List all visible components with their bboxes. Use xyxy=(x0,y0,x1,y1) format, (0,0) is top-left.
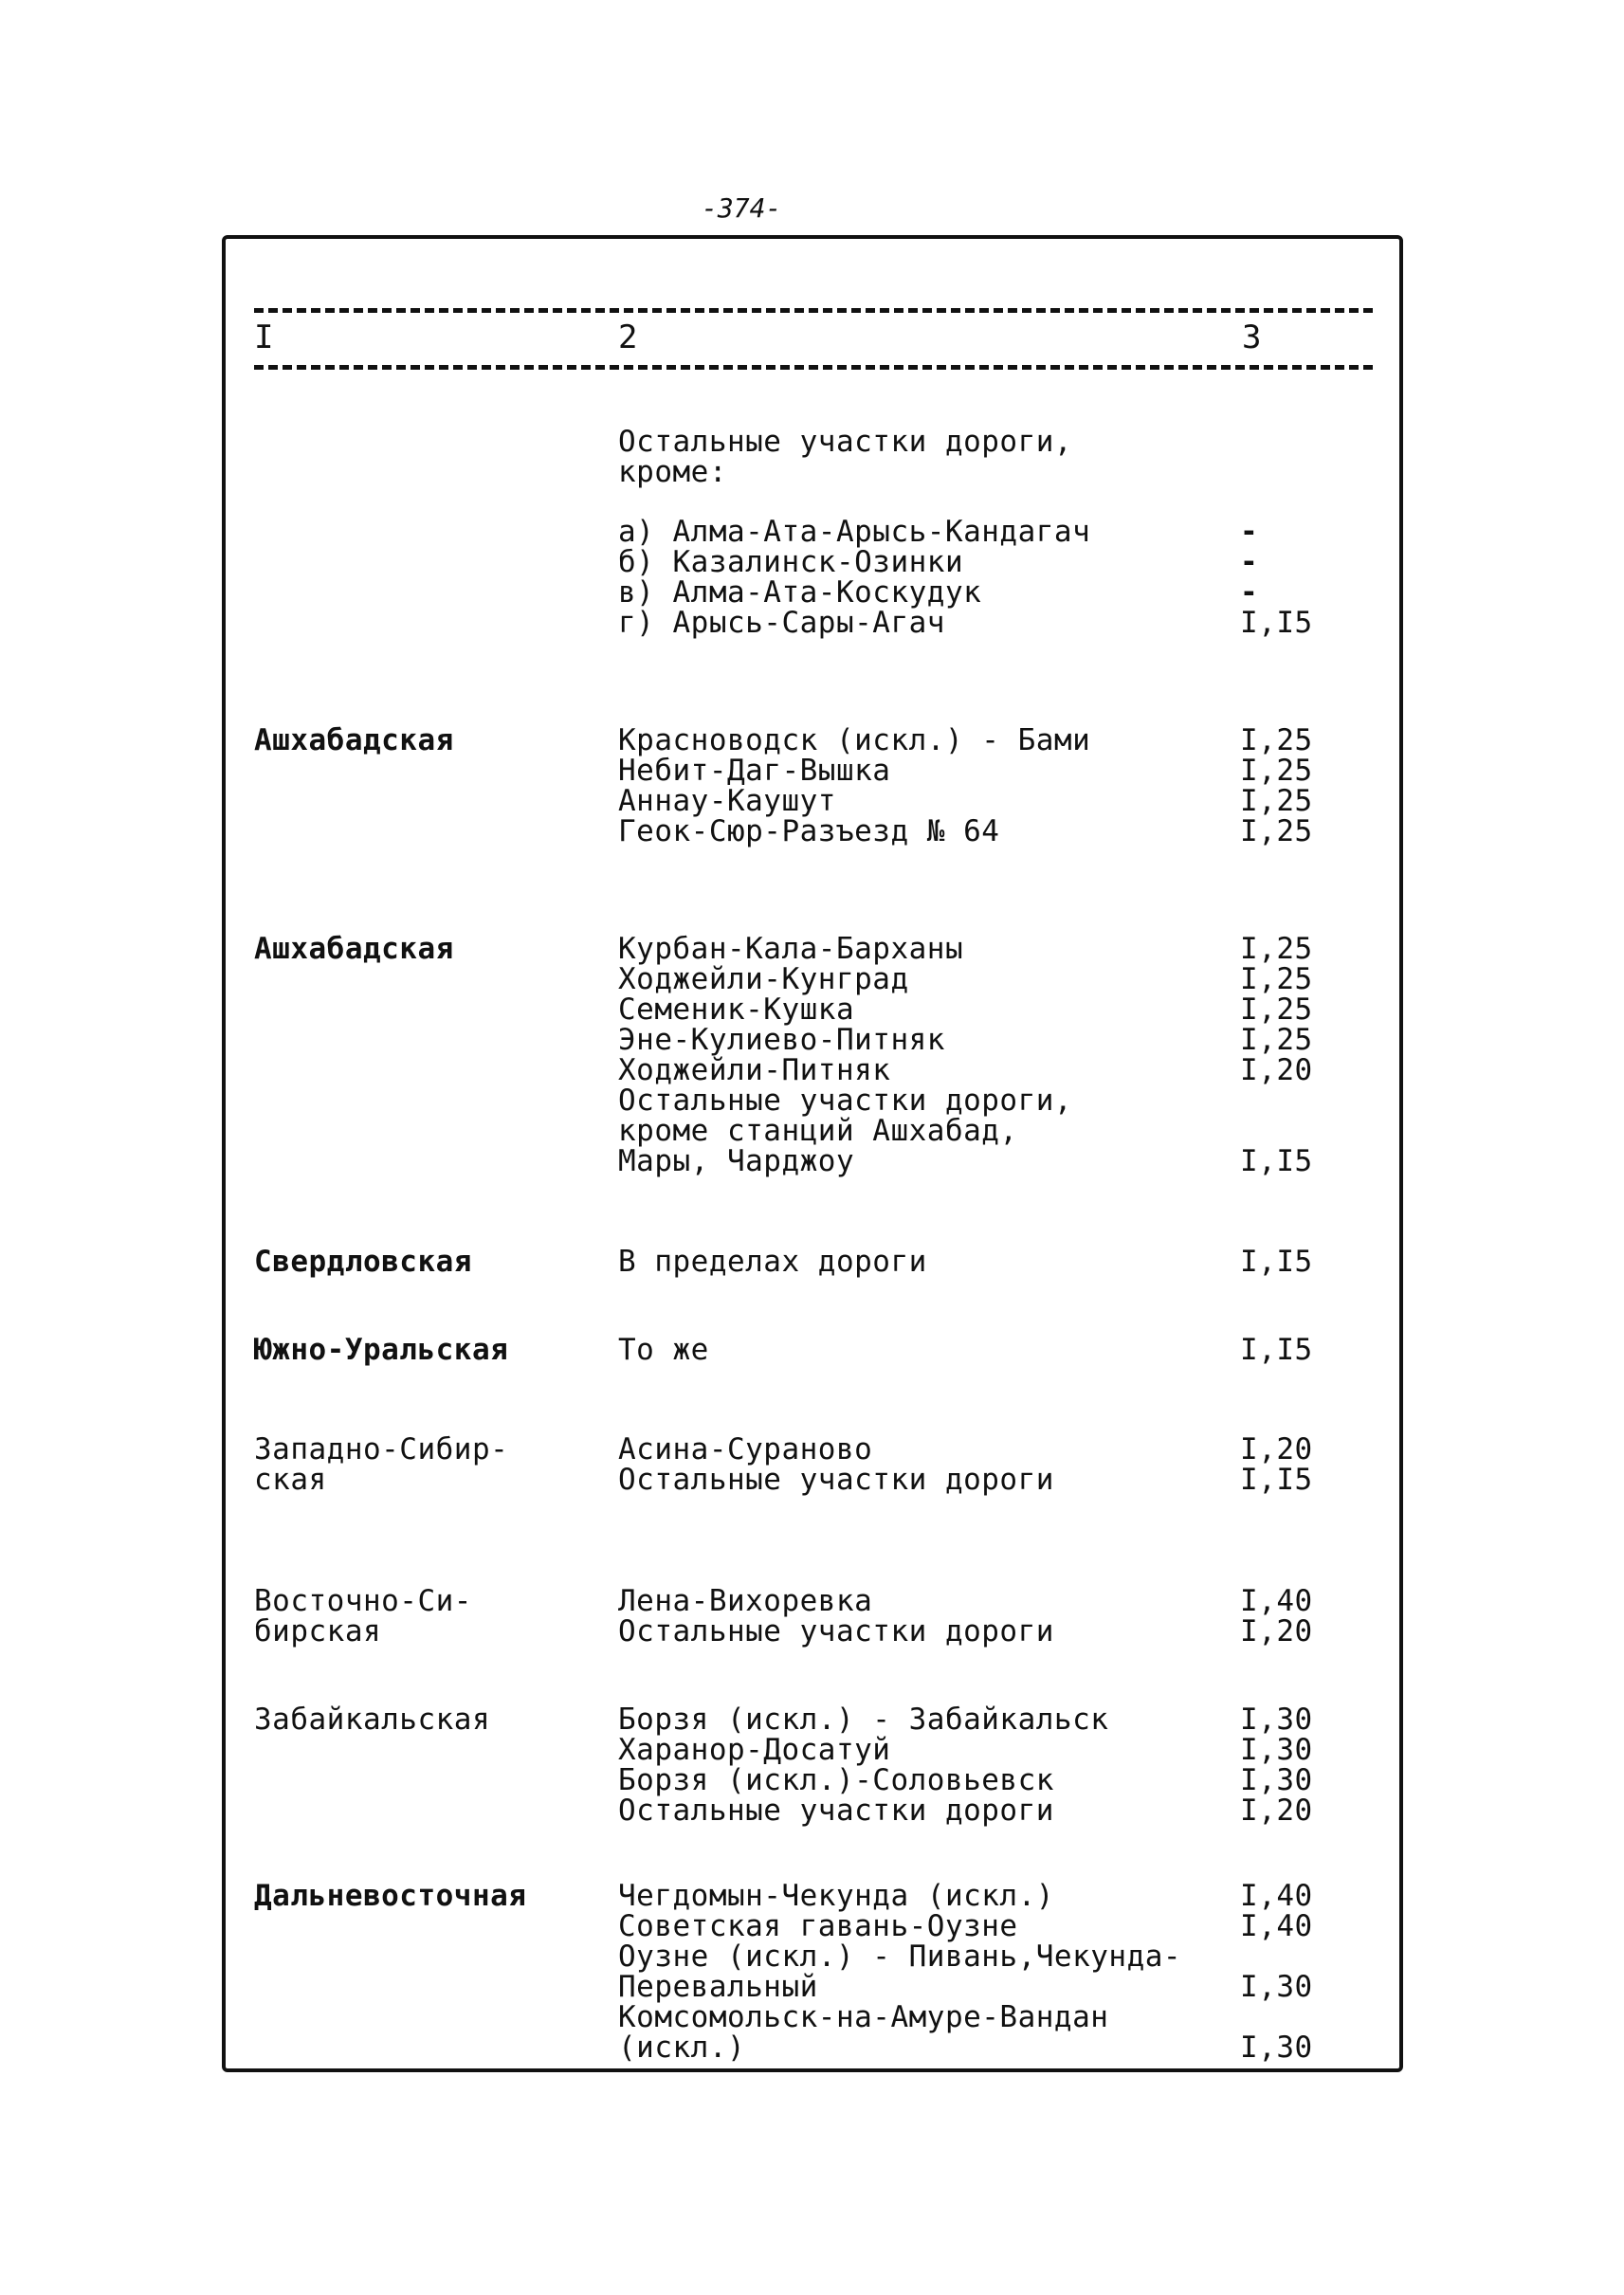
cell-value: - xyxy=(1240,575,1259,610)
cell-text: Лена-Вихоревка xyxy=(618,1584,873,1618)
header-top-rule xyxy=(254,308,1373,313)
road-name: Ашхабадская xyxy=(254,723,454,757)
cell-value: I,I5 xyxy=(1240,1245,1313,1279)
cell-value: I,25 xyxy=(1240,754,1313,788)
cell-text: Аннау-Каушут xyxy=(618,784,836,818)
cell-value: I,25 xyxy=(1240,784,1313,818)
cell-text: Борзя (искл.)-Соловьевск xyxy=(618,1763,1054,1797)
cell-text: Перевальный xyxy=(618,1970,818,2004)
cell-text: Геок-Сюр-Разъезд № 64 xyxy=(618,814,1000,848)
cell-text: В пределах дороги xyxy=(618,1245,927,1279)
cell-text: Небит-Даг-Вышка xyxy=(618,754,891,788)
cell-value: I,30 xyxy=(1240,1703,1313,1737)
cell-text: а) Алма-Ата-Арысь-Кандагач xyxy=(618,515,1091,549)
cell-value: - xyxy=(1240,515,1259,549)
cell-text: Остальные участки дороги xyxy=(618,1794,1054,1828)
page-number: -374- xyxy=(702,192,782,224)
road-name: Восточно-Си- xyxy=(254,1584,472,1618)
cell-value: I,30 xyxy=(1240,1763,1313,1797)
header-col2: 2 xyxy=(618,319,638,356)
road-name: Южно-Уральская xyxy=(254,1333,509,1367)
cell-value: I,40 xyxy=(1240,1584,1313,1618)
cell-value: I,20 xyxy=(1240,1432,1313,1466)
cell-value: I,25 xyxy=(1240,1023,1313,1057)
cell-text: Асина-Сураново xyxy=(618,1432,873,1466)
cell-text: Чегдомын-Чекунда (искл.) xyxy=(618,1879,1054,1913)
cell-text: б) Казалинск-Озинки xyxy=(618,545,964,579)
header-bottom-rule xyxy=(254,365,1373,370)
road-name: Забайкальская xyxy=(254,1703,491,1737)
road-name: Свердловская xyxy=(254,1245,472,1279)
cell-text: (искл.) xyxy=(618,2031,746,2065)
cell-text: Советская гавань-Оузне xyxy=(618,1909,1018,1943)
cell-value: I,25 xyxy=(1240,814,1313,848)
cell-text: То же xyxy=(618,1333,709,1367)
cell-text: Остальные участки дороги, xyxy=(618,1084,1073,1118)
cell-text: Борзя (искл.) - Забайкальск xyxy=(618,1703,1109,1737)
cell-value: I,20 xyxy=(1240,1614,1313,1648)
cell-text: Семеник-Кушка xyxy=(618,993,855,1027)
header-col1: I xyxy=(254,319,274,356)
cell-text: кроме: xyxy=(618,455,727,489)
header-col3: 3 xyxy=(1242,319,1262,356)
cell-text: г) Арысь-Сары-Агач xyxy=(618,606,945,640)
cell-value: I,30 xyxy=(1240,2031,1313,2065)
road-name: Западно-Сибир- xyxy=(254,1432,509,1466)
cell-value: I,25 xyxy=(1240,723,1313,757)
cell-text: кроме станций Ашхабад, xyxy=(618,1114,1018,1148)
cell-text: Остальные участки дороги, xyxy=(618,425,1073,459)
cell-text: Харанор-Досатуй xyxy=(618,1733,891,1767)
cell-text: в) Алма-Ата-Коскудук xyxy=(618,575,982,610)
road-name: ская xyxy=(254,1463,327,1497)
cell-value: I,40 xyxy=(1240,1909,1313,1943)
cell-text: Комсомольск-на-Амуре-Вандан xyxy=(618,2000,1109,2034)
cell-value: I,40 xyxy=(1240,1879,1313,1913)
cell-value: I,I5 xyxy=(1240,1463,1313,1497)
cell-value: I,30 xyxy=(1240,1970,1313,2004)
cell-value: - xyxy=(1240,545,1259,579)
cell-text: Ходжейли-Питняк xyxy=(618,1053,891,1087)
road-name: Дальневосточная xyxy=(254,1879,527,1913)
cell-value: I,20 xyxy=(1240,1794,1313,1828)
cell-value: I,25 xyxy=(1240,993,1313,1027)
cell-value: I,20 xyxy=(1240,1053,1313,1087)
road-name: Ашхабадская xyxy=(254,932,454,966)
cell-text: Эне-Кулиево-Питняк xyxy=(618,1023,945,1057)
cell-text: Остальные участки дороги xyxy=(618,1614,1054,1648)
cell-value: I,I5 xyxy=(1240,1333,1313,1367)
cell-value: I,25 xyxy=(1240,932,1313,966)
cell-text: Оузне (искл.) - Пивань,Чекунда- xyxy=(618,1940,1182,1974)
road-name: бирская xyxy=(254,1614,382,1648)
cell-value: I,25 xyxy=(1240,962,1313,996)
cell-text: Красноводск (искл.) - Бами xyxy=(618,723,1091,757)
cell-value: I,I5 xyxy=(1240,606,1313,640)
cell-value: I,I5 xyxy=(1240,1144,1313,1178)
cell-value: I,30 xyxy=(1240,1733,1313,1767)
cell-text: Курбан-Кала-Барханы xyxy=(618,932,964,966)
cell-text: Ходжейли-Кунград xyxy=(618,962,909,996)
cell-text: Мары, Чарджоу xyxy=(618,1144,855,1178)
cell-text: Остальные участки дороги xyxy=(618,1463,1054,1497)
